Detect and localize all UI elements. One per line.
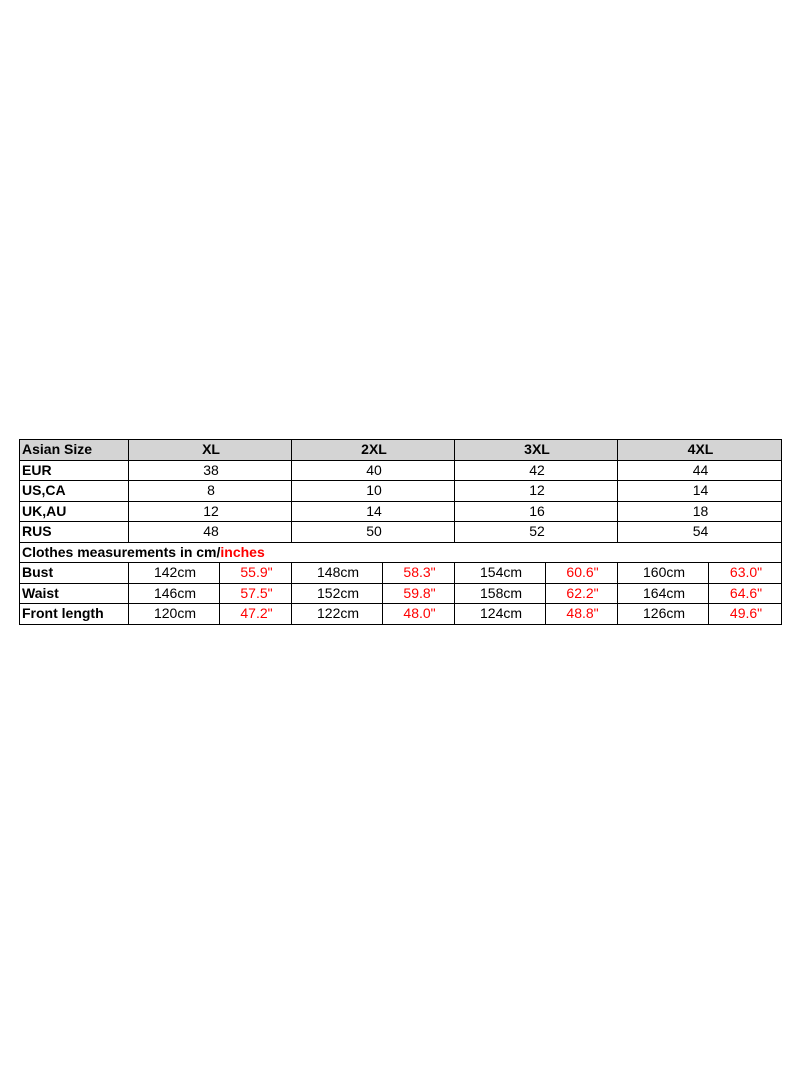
row-label: Waist	[20, 583, 129, 604]
row-label: US,CA	[20, 481, 129, 502]
table-cell: 10	[292, 481, 455, 502]
measurements-section-row	[20, 542, 782, 563]
table-cell: 40	[292, 460, 455, 481]
table-cell: 38	[129, 460, 292, 481]
inch-cell: 58.3"	[383, 563, 455, 584]
cm-cell: 120cm	[129, 604, 220, 625]
cm-cell: 146cm	[129, 583, 220, 604]
size-2xl: 2XL	[292, 440, 455, 461]
size-xl: XL	[129, 440, 292, 461]
cm-cell: 126cm	[618, 604, 709, 625]
cm-cell: 124cm	[455, 604, 546, 625]
row-label: Bust	[20, 563, 129, 584]
inch-cell: 55.9"	[220, 563, 292, 584]
section-prefix: Clothes measurements in cm/	[22, 543, 221, 560]
table-cell: 14	[618, 481, 782, 502]
inch-cell: 48.0"	[383, 604, 455, 625]
row-label: RUS	[20, 522, 129, 543]
row-label: Front length	[20, 604, 129, 625]
table-cell: 42	[455, 460, 618, 481]
size-chart-table	[19, 439, 782, 625]
cm-cell: 152cm	[292, 583, 383, 604]
inch-cell: 47.2"	[220, 604, 292, 625]
cm-cell: 142cm	[129, 563, 220, 584]
table-cell: 12	[455, 481, 618, 502]
conversion-row-uk-au	[20, 501, 782, 522]
cm-cell: 148cm	[292, 563, 383, 584]
conversion-row-us-ca	[20, 481, 782, 502]
table-cell: 14	[292, 501, 455, 522]
measurement-row-waist	[20, 583, 782, 604]
inch-cell: 62.2"	[546, 583, 618, 604]
measurements-section-heading	[20, 542, 782, 563]
cm-cell: 154cm	[455, 563, 546, 584]
inch-cell: 57.5"	[220, 583, 292, 604]
table-cell: 50	[292, 522, 455, 543]
cm-cell: 158cm	[455, 583, 546, 604]
inch-cell: 59.8"	[383, 583, 455, 604]
cm-cell: 164cm	[618, 583, 709, 604]
size-4xl: 4XL	[618, 440, 782, 461]
conversion-row-rus	[20, 522, 782, 543]
inch-cell: 63.0"	[709, 563, 782, 584]
inch-cell: 49.6"	[709, 604, 782, 625]
measurement-row-front-length	[20, 604, 782, 625]
conversion-row-eur	[20, 460, 782, 481]
inch-cell: 48.8"	[546, 604, 618, 625]
table-cell: 18	[618, 501, 782, 522]
size-3xl: 3XL	[455, 440, 618, 461]
table-cell: 52	[455, 522, 618, 543]
section-inches-highlight: inches	[220, 543, 265, 560]
table-cell: 12	[129, 501, 292, 522]
inch-cell: 60.6"	[546, 563, 618, 584]
asian-size-label: Asian Size	[20, 440, 129, 461]
cm-cell: 122cm	[292, 604, 383, 625]
table-cell: 16	[455, 501, 618, 522]
table-cell: 54	[618, 522, 782, 543]
table-cell: 44	[618, 460, 782, 481]
size-header-row	[20, 440, 782, 461]
table-cell: 48	[129, 522, 292, 543]
row-label: EUR	[20, 460, 129, 481]
cm-cell: 160cm	[618, 563, 709, 584]
measurement-row-bust	[20, 563, 782, 584]
table-cell: 8	[129, 481, 292, 502]
inch-cell: 64.6"	[709, 583, 782, 604]
row-label: UK,AU	[20, 501, 129, 522]
